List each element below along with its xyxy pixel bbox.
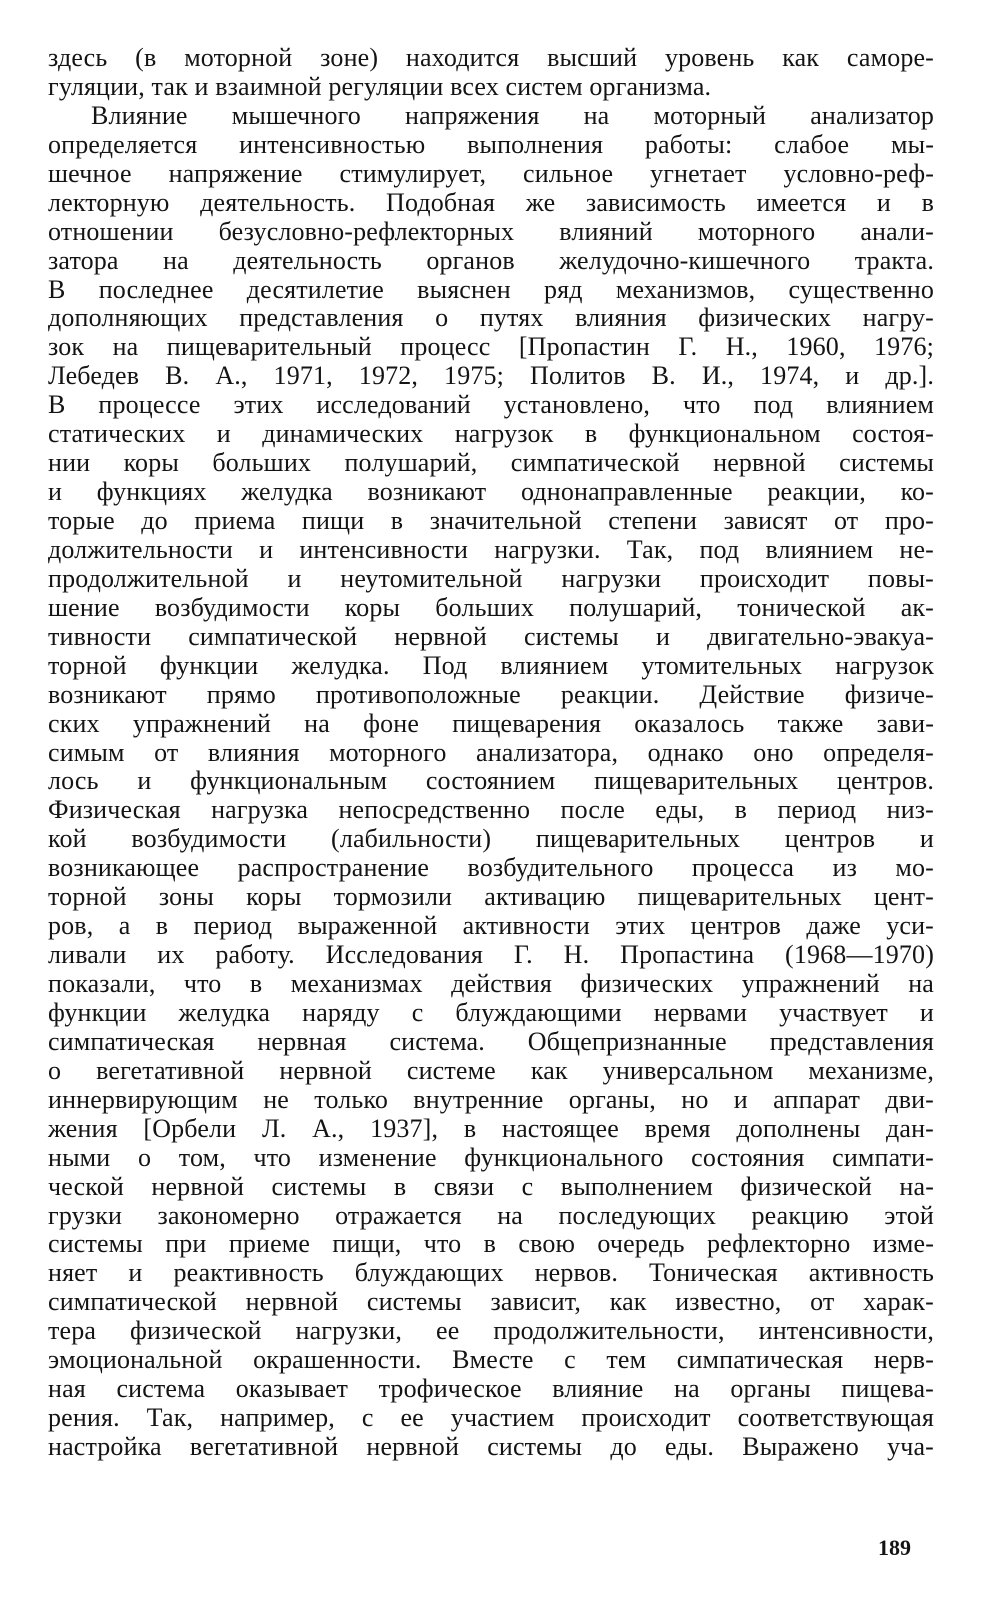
text-line: функции желудка наряду с блуждающими нервами участвует и [48, 997, 934, 1027]
text-line: о вегетативной нервной системе как универсальном механизме, [48, 1055, 934, 1085]
text-line: показали, что в механизмах действия физических упражнений на [48, 969, 934, 998]
text-line: продолжительной и неутомительной нагрузки происходит повы- [48, 563, 934, 593]
text-line: ских упражнений на фоне пищеварения оказалось также зави- [48, 708, 934, 738]
text-line: шение возбудимости коры больших полушарий, тонической ак- [48, 592, 934, 622]
text-line: тера физической нагрузки, ее продолжительности, интенсивности, [48, 1316, 934, 1346]
text-line: няет и реактивность блуждающих нервов. Тоническая активность [48, 1258, 934, 1288]
text-line: дополняющих представления о путях влияния физических нагру- [48, 303, 934, 333]
text-line: тивности симпатической нервной системы и двигательно-эвакуа- [48, 621, 934, 651]
text-line: Влияние мышечного напряжения на моторный анализатор [91, 100, 934, 130]
page-number: 189 [878, 1535, 911, 1560]
text-line: возникают прямо противоположные реакции. Действие физиче- [48, 679, 934, 709]
text-line: торной зоны коры тормозили активацию пищеварительных цент- [48, 882, 934, 912]
body-text [48, 44, 934, 1462]
text-line: Лебедев В. А., 1971, 1972, 1975; Политов В. И., 1974, и др.]. [48, 361, 934, 391]
text-line: отношении безусловно-рефлекторных влияний моторного анали- [48, 216, 934, 246]
text-line: Физическая нагрузка непосредственно после еды, в период низ- [48, 795, 934, 825]
text-line: ными о том, что изменение функционального состояния симпати- [48, 1142, 934, 1172]
text-line: ческой нервной системы в связи с выполнением физической на- [48, 1171, 934, 1201]
text-line: симпатической нервной системы зависит, как известно, от харак- [48, 1287, 934, 1317]
text-line: иннервирующим не только внутренние органы, но и аппарат дви- [48, 1084, 934, 1114]
text-line: зок на пищеварительный процесс [Пропастин Г. Н., 1960, 1976; [48, 332, 934, 362]
text-line: затора на деятельность органов желудочно-кишечного тракта. [48, 245, 934, 275]
text-line: нии коры больших полушарий, симпатической нервной системы [48, 448, 934, 478]
text-line: симпатическая нервная система. Общепризнанные представления [48, 1026, 934, 1056]
text-line: возникающее распространение возбудительного процесса из мо- [48, 853, 934, 883]
text-line: рения. Так, например, с ее участием происходит соответствующая [48, 1403, 934, 1433]
text-line: ливали их работу. Исследования Г. Н. Пропастина (1968—1970) [48, 940, 934, 970]
text-line: здесь (в моторной зоне) находится высший уровень как саморе- [48, 43, 934, 72]
text-line: В последнее десятилетие выяснен ряд механизмов, существенно [48, 274, 934, 304]
text-line: шечное напряжение стимулирует, сильное угнетает условно-реф- [48, 158, 934, 188]
text-line: гуляции, так и взаимной регуляции всех систем организма. [48, 71, 712, 101]
text-line: ная система оказывает трофическое влияние на органы пищева- [48, 1374, 934, 1404]
text-line: В процессе этих исследований установлено, что под влиянием [48, 390, 934, 420]
text-line: жения [Орбели Л. А., 1937], в настоящее время дополнены дан- [48, 1113, 934, 1143]
text-line: настройка вегетативной нервной системы до еды. Выражено уча- [48, 1432, 934, 1461]
text-line: кой возбудимости (лабильности) пищеварительных центров и [48, 824, 934, 854]
text-line: статических и динамических нагрузок в функциональном состоя- [48, 419, 934, 449]
text-line: торые до приема пищи в значительной степени зависят от про- [48, 506, 934, 535]
text-line: и функциях желудка возникают однонаправленные реакции, ко- [48, 477, 934, 507]
text-line: лекторную деятельность. Подобная же зависимость имеется и в [48, 187, 934, 217]
text-line: определяется интенсивностью выполнения работы: слабое мы- [48, 129, 934, 159]
text-line: торной функции желудка. Под влиянием утомительных нагрузок [48, 650, 934, 680]
text-line: симым от влияния моторного анализатора, однако оно определя- [48, 737, 934, 767]
text-line: должительности и интенсивности нагрузки. Так, под влиянием не- [48, 534, 934, 564]
text-line: эмоциональной окрашенности. Вместе с тем симпатическая нерв- [48, 1345, 934, 1375]
text-line: системы при приеме пищи, что в свою очередь рефлекторно изме- [48, 1229, 934, 1259]
text-line: ров, а в период выраженной активности этих центров даже уси- [48, 911, 934, 941]
text-line: лось и функциональным состоянием пищеварительных центров. [48, 766, 934, 796]
text-line: грузки закономерно отражается на последующих реакцию этой [48, 1200, 934, 1230]
